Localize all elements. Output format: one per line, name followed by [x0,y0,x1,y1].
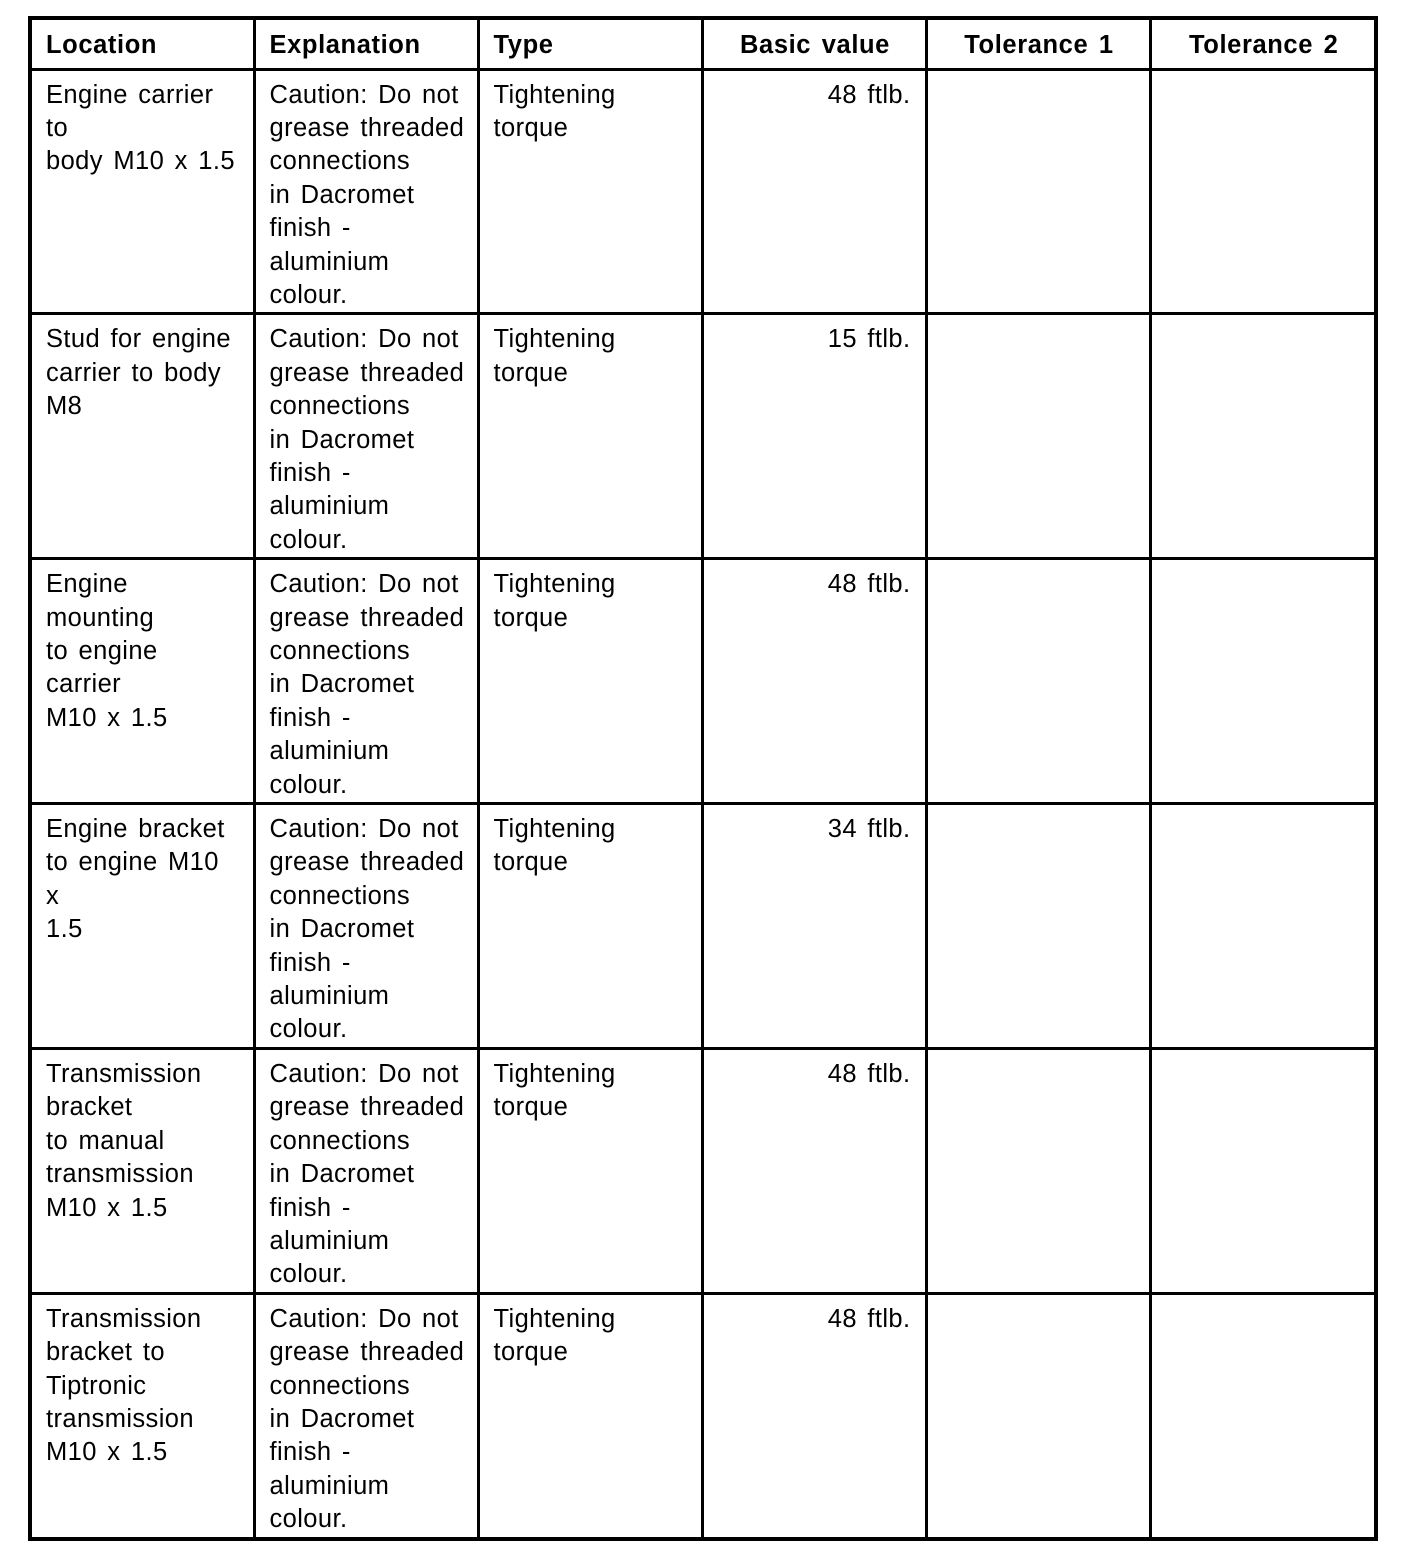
torque-spec-table [28,16,1378,1541]
header-explanation: Explanation [254,18,478,69]
cell-tolerance-2 [1150,69,1376,314]
table-row [30,314,1376,559]
cell-tolerance-2 [1150,1293,1376,1538]
header-basic-value: Basic value [702,18,926,69]
type-text: Tightening torque [493,1059,616,1122]
explanation-text: Caution: Do not grease threaded connections in Dacromet finish - aluminium colour. [269,80,465,309]
cell-location [30,314,254,559]
location-text: Stud for engine carrier to body M8 [46,325,231,421]
table-header-row [30,18,1376,69]
explanation-text: Caution: Do not grease threaded connections in Dacromet finish - aluminium colour. [269,1059,465,1289]
explanation-text: Caution: Do not grease threaded connections in Dacromet finish - aluminium colour. [269,325,465,554]
header-location: Location [30,18,254,69]
cell-location [30,804,254,1049]
cell-location [30,559,254,804]
cell-type [478,804,702,1049]
table-row [30,69,1376,314]
explanation-text: Caution: Do not grease threaded connections in Dacromet finish - aluminium colour. [269,1304,465,1534]
location-text: Engine mounting to engine carrier M10 x 1.5 [46,570,168,732]
type-text: Tightening torque [493,80,616,142]
location-text: Transmission bracket to Tiptronic transmission M10 x 1.5 [46,1304,202,1467]
cell-basic-value: 48 ftlb. [702,559,926,804]
cell-tolerance-1 [926,804,1150,1049]
table-row [30,559,1376,804]
type-text: Tightening torque [493,815,616,877]
explanation-text: Caution: Do not grease threaded connections in Dacromet finish - aluminium colour. [269,570,465,799]
type-text: Tightening torque [493,570,616,632]
cell-explanation [254,1048,478,1293]
location-text: Transmission bracket to manual transmission M10 x 1.5 [46,1059,202,1222]
table-row [30,1293,1376,1538]
cell-tolerance-1 [926,314,1150,559]
location-text: Engine bracket to engine M10 x 1.5 [46,815,225,944]
cell-basic-value: 48 ftlb. [702,69,926,314]
cell-basic-value: 15 ftlb. [702,314,926,559]
cell-explanation [254,314,478,559]
table-row [30,804,1376,1049]
cell-type [478,1048,702,1293]
table-row [30,1048,1376,1293]
cell-tolerance-1 [926,1048,1150,1293]
cell-tolerance-2 [1150,314,1376,559]
header-tolerance-2: Tolerance 2 [1150,18,1376,69]
cell-explanation [254,559,478,804]
cell-type [478,314,702,559]
cell-basic-value: 34 ftlb. [702,804,926,1049]
cell-explanation [254,804,478,1049]
cell-type [478,69,702,314]
type-text: Tightening torque [493,325,616,387]
cell-location [30,1293,254,1538]
cell-location [30,1048,254,1293]
type-text: Tightening torque [493,1304,616,1367]
cell-tolerance-1 [926,559,1150,804]
cell-explanation [254,69,478,314]
explanation-text: Caution: Do not grease threaded connections in Dacromet finish - aluminium colour. [269,815,465,1044]
cell-type [478,1293,702,1538]
header-type: Type [478,18,702,69]
cell-location [30,69,254,314]
cell-basic-value: 48 ftlb. [702,1048,926,1293]
cell-tolerance-2 [1150,804,1376,1049]
location-text: Engine carrier to body M10 x 1.5 [46,80,235,176]
cell-tolerance-1 [926,69,1150,314]
header-tolerance-1: Tolerance 1 [926,18,1150,69]
cell-type [478,559,702,804]
cell-tolerance-2 [1150,559,1376,804]
cell-tolerance-1 [926,1293,1150,1538]
cell-tolerance-2 [1150,1048,1376,1293]
cell-basic-value: 48 ftlb. [702,1293,926,1538]
cell-explanation [254,1293,478,1538]
